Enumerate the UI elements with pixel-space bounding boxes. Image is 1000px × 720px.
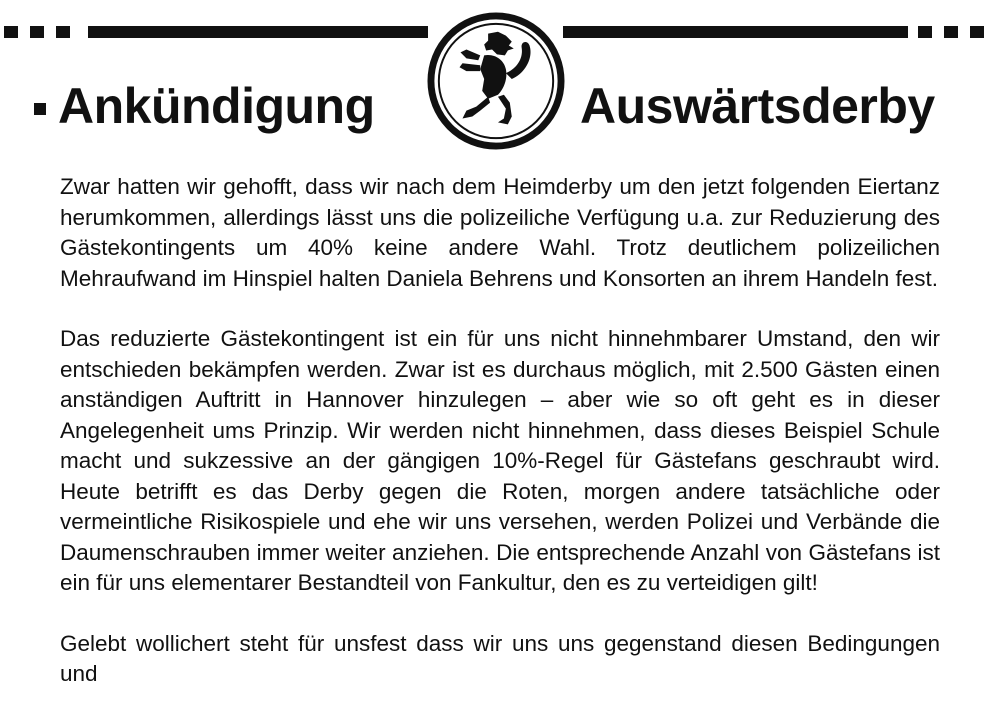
rule-square bbox=[944, 26, 958, 38]
paragraph: Zwar hatten wir gehofft, dass wir nach dem Heimderby um den jetzt folgenden Eiertanz herumkommen, allerdings lässt uns die polizeiliche Verfügung u.a. zur Reduzierung des Gästekontingents um 40% keine andere Wahl. Trotz deutlichem polizeilichen Mehraufwand im Hinspiel halten Daniela Behrens und Konsorten an ihrem Handeln fest. bbox=[60, 174, 940, 291]
paragraph: Gelebt wollichert steht für unsfest dass wir uns uns gegenstand diesen Bedingungen und bbox=[60, 630, 940, 686]
paragraph: Das reduzierte Gästekontingent ist ein für uns nicht hinnehmbarer Umstand, den wir entschieden bekämpfen werden. Zwar ist es durchaus möglich, mit 2.500 Gästen einen anständigen Auftritt in Hannover hinzulegen – aber wie so oft geht es in dieser Angelegenheit ums Prinzip. Wir werden nicht hinnehmen, dass dieses Beispiel Schule macht und sukzessive an der gängigen 10%-Regel für Gästefans geschraubt wird. Heute betrifft es das Derby gegen die Roten, morgen andere tatsächliche oder vermeintliche Risikospiele und ehe wir uns versehen, werden Polizei und Verbände die Daumenschrauben immer weiter anziehen. Die entsprechende Anzahl von Gästefans ist ein für uns elementarer Bestandteil von Fankultur, den es zu verteidigen gilt! bbox=[60, 326, 940, 595]
page-title: Ankündigung bbox=[58, 78, 375, 134]
rule-bar bbox=[88, 26, 428, 38]
rule-bar bbox=[563, 26, 908, 38]
page-title-right: Auswärtsderby bbox=[580, 78, 935, 134]
rule-square bbox=[918, 26, 932, 38]
article-body bbox=[60, 172, 940, 720]
title-bullet bbox=[34, 103, 46, 115]
rampant-lion-crest-icon bbox=[427, 12, 565, 150]
rule-square bbox=[970, 26, 984, 38]
rule-square bbox=[56, 26, 70, 38]
rule-square bbox=[30, 26, 44, 38]
rule-square bbox=[4, 26, 18, 38]
